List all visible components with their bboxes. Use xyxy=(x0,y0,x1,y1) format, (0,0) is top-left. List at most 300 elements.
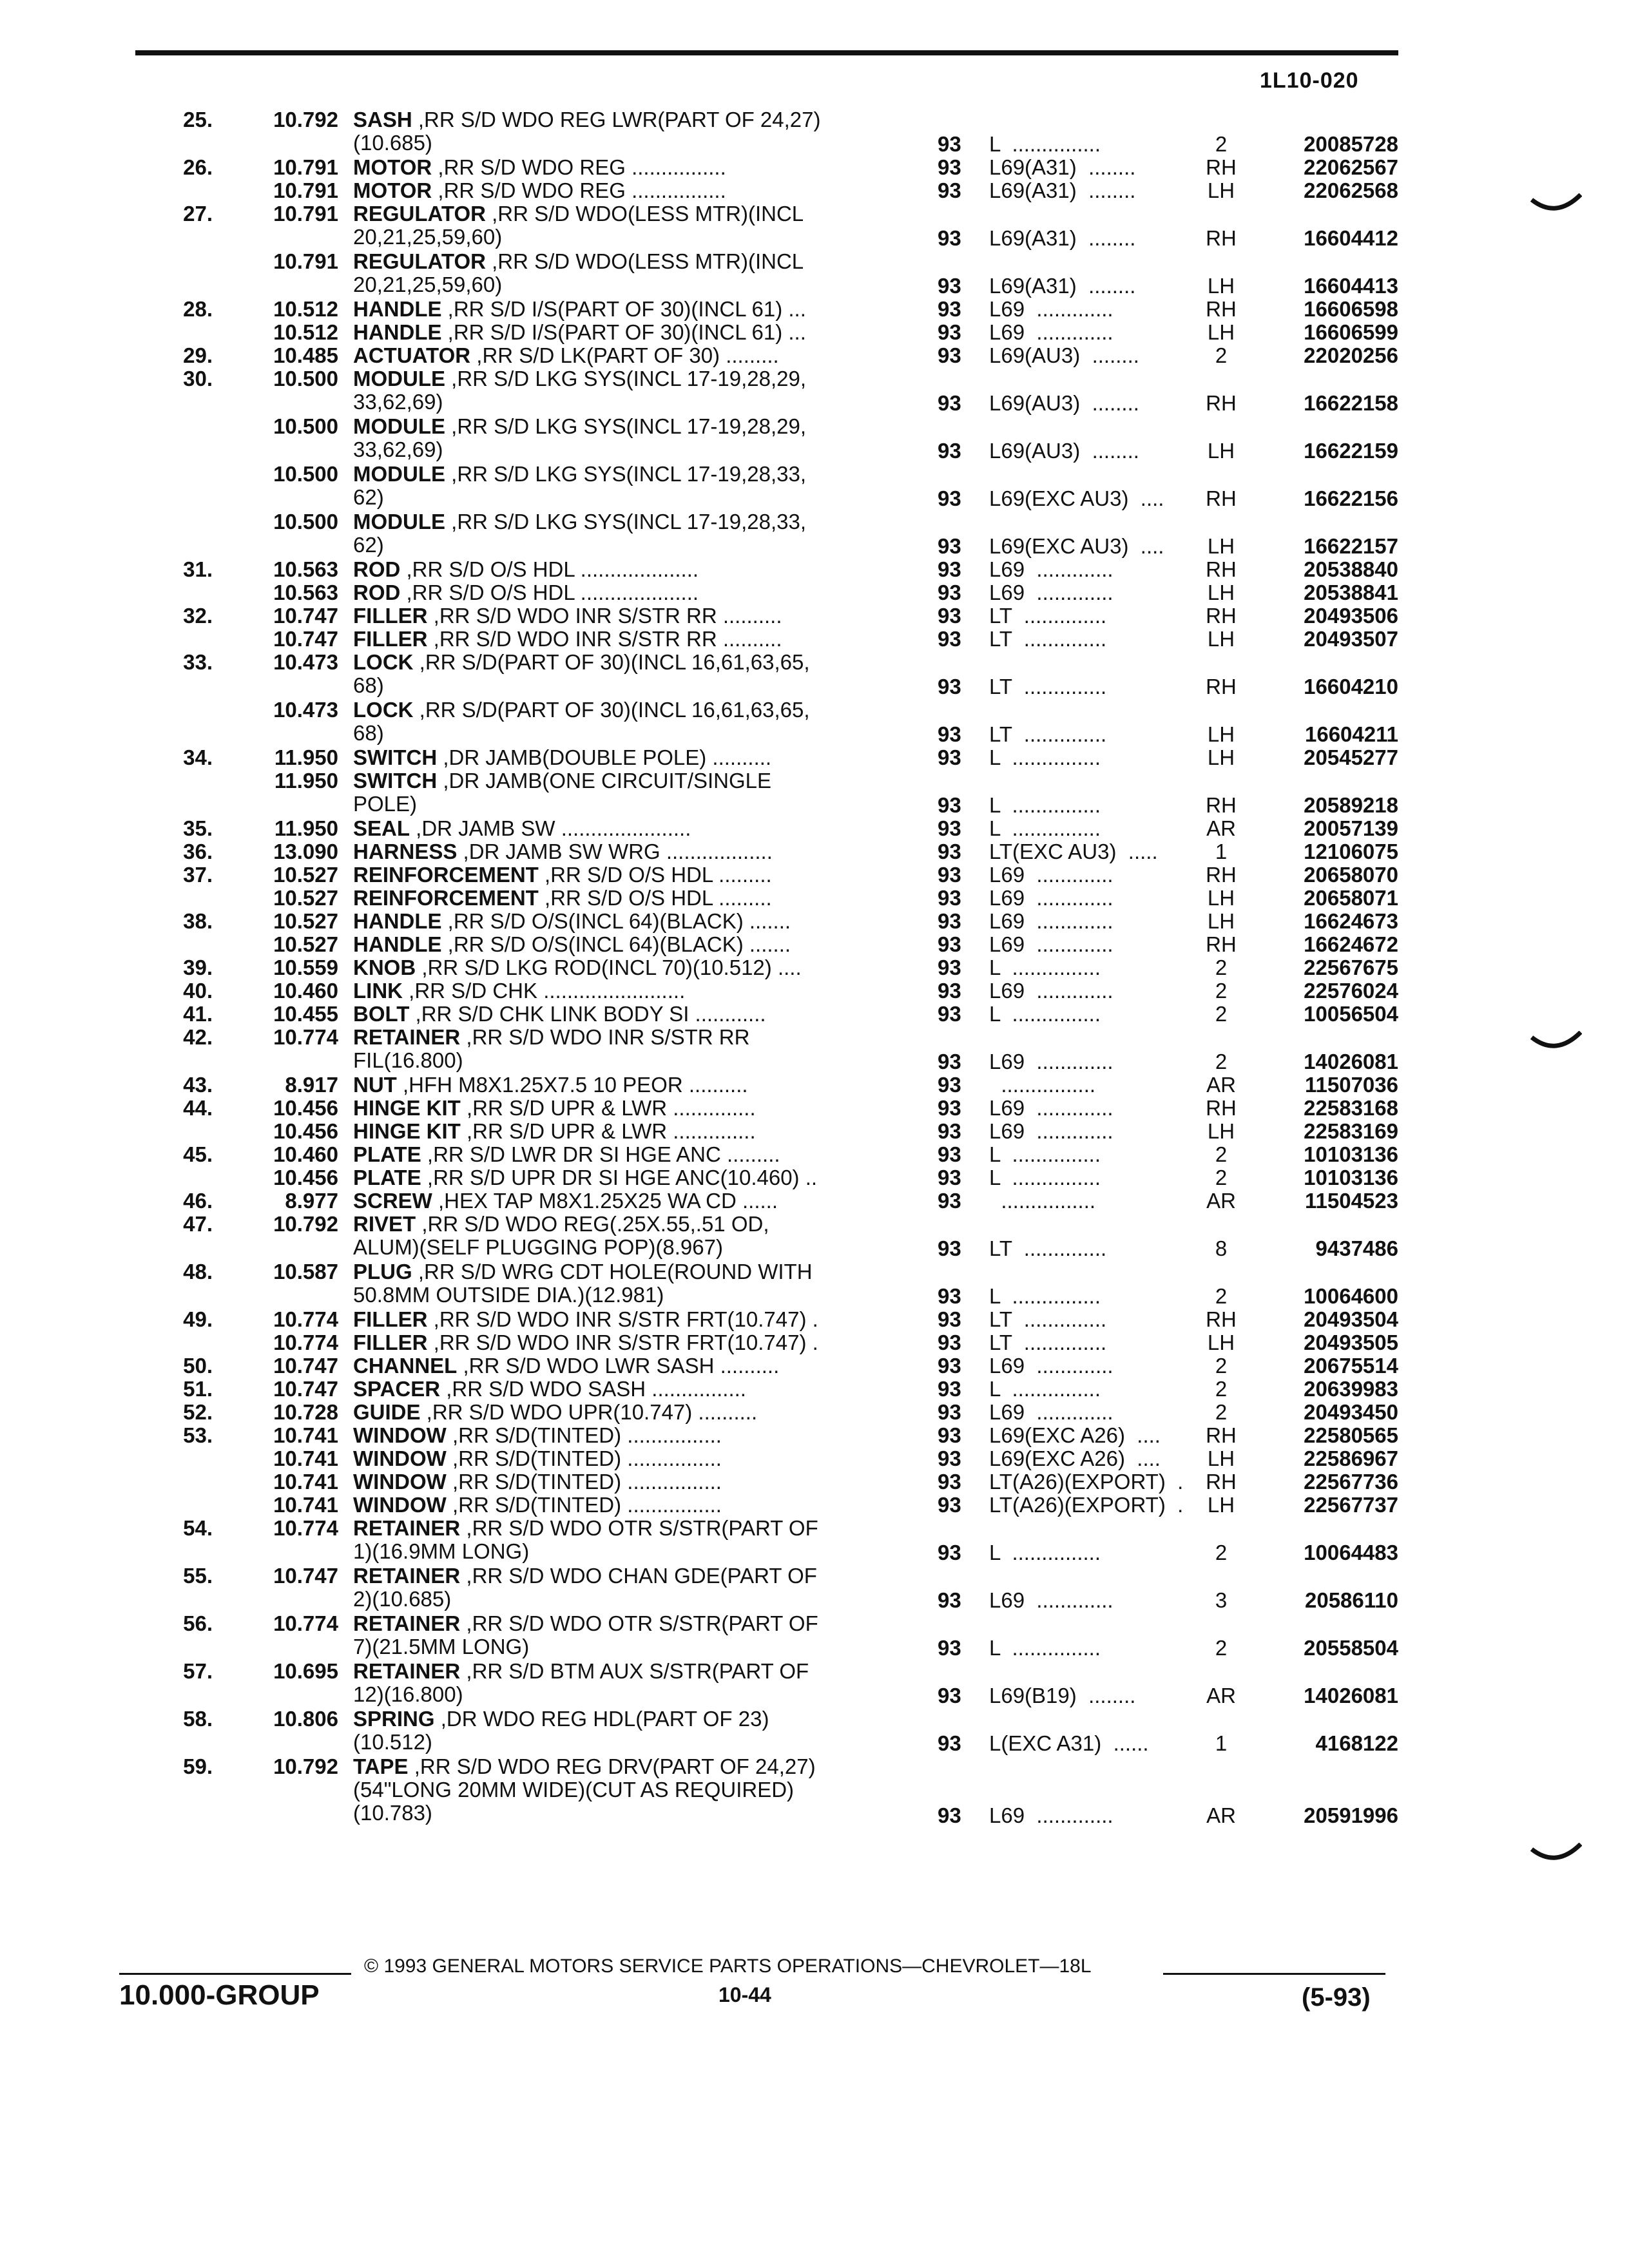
group-number: 10.563 xyxy=(273,581,338,604)
part-name: HINGE KIT xyxy=(353,1119,461,1143)
table-row xyxy=(0,558,1629,581)
quantity: 2 xyxy=(1215,1541,1228,1564)
usage-option: LT .............. xyxy=(989,722,1107,746)
group-number: 10.527 xyxy=(273,909,338,933)
model-year: 93 xyxy=(938,1142,961,1166)
usage-option: L69 ............. xyxy=(989,1400,1113,1424)
table-row xyxy=(0,415,1629,463)
group-label: 10.000-GROUP xyxy=(119,1979,320,2011)
quantity: RH xyxy=(1206,1307,1237,1331)
part-description xyxy=(353,1354,907,1378)
table-row xyxy=(0,1447,1629,1470)
table-row xyxy=(0,979,1629,1003)
table-row xyxy=(0,1470,1629,1494)
part-description xyxy=(353,463,907,509)
model-year: 93 xyxy=(938,297,961,321)
table-row xyxy=(0,1401,1629,1424)
part-name: PLUG xyxy=(353,1260,412,1283)
part-name: MODULE xyxy=(353,510,445,533)
quantity: RH xyxy=(1206,863,1237,887)
quantity: LH xyxy=(1207,722,1235,746)
table-row xyxy=(0,108,1629,156)
usage-option: L69 ............. xyxy=(989,909,1113,933)
table-row xyxy=(0,1189,1629,1213)
table-row xyxy=(0,344,1629,367)
item-number: 47. xyxy=(183,1212,213,1236)
part-name: BOLT xyxy=(353,1002,410,1026)
item-number: 28. xyxy=(183,297,213,321)
model-year: 93 xyxy=(938,816,961,840)
item-number: 33. xyxy=(183,650,213,674)
part-number: 20675514 xyxy=(1304,1354,1398,1378)
table-row xyxy=(0,156,1629,179)
part-number: 11504523 xyxy=(1304,1189,1398,1213)
part-description-detail: ,DR JAMB(ONE CIRCUIT/SINGLE POLE) xyxy=(353,769,772,816)
usage-option: L69 ............. xyxy=(989,320,1113,344)
part-name: GUIDE xyxy=(353,1400,421,1424)
part-name: HANDLE xyxy=(353,297,442,321)
part-description xyxy=(353,1120,907,1143)
table-row xyxy=(0,1120,1629,1143)
model-year: 93 xyxy=(938,1331,961,1354)
item-number: 49. xyxy=(183,1307,213,1331)
part-description xyxy=(353,746,907,769)
usage-option: ................ xyxy=(989,1189,1096,1213)
part-description xyxy=(353,1424,907,1447)
part-number: 22586967 xyxy=(1304,1446,1398,1470)
part-name: LINK xyxy=(353,979,403,1003)
table-row xyxy=(0,1073,1629,1097)
item-number: 44. xyxy=(183,1096,213,1120)
part-name: REINFORCEMENT xyxy=(353,886,539,910)
group-number: 10.792 xyxy=(273,108,338,131)
part-number: 10056504 xyxy=(1304,1002,1398,1026)
part-number: 20538841 xyxy=(1304,581,1398,604)
part-number: 16606599 xyxy=(1304,320,1398,344)
group-number: 10.563 xyxy=(273,557,338,581)
part-description xyxy=(353,1401,907,1424)
part-description xyxy=(353,367,907,414)
group-number: 10.774 xyxy=(273,1611,338,1635)
part-number: 20085728 xyxy=(1304,132,1398,156)
model-year: 93 xyxy=(938,886,961,910)
quantity: 2 xyxy=(1215,956,1228,979)
part-name: WINDOW xyxy=(353,1446,447,1470)
part-name: SWITCH xyxy=(353,745,438,769)
part-description xyxy=(353,1143,907,1166)
table-row xyxy=(0,1517,1629,1564)
usage-option: L69(B19) ........ xyxy=(989,1684,1136,1707)
group-number: 10.695 xyxy=(273,1659,338,1683)
quantity: 2 xyxy=(1215,1002,1228,1026)
part-number: 14026081 xyxy=(1304,1684,1398,1707)
part-name: CHANNEL xyxy=(353,1354,458,1378)
part-description-detail: ,DR JAMB(DOUBLE POLE) .......... xyxy=(437,745,772,769)
model-year: 93 xyxy=(938,1354,961,1378)
part-description-detail: ,RR S/D LKG ROD(INCL 70)(10.512) .... xyxy=(416,956,802,979)
table-row xyxy=(0,817,1629,840)
part-description-detail: ,RR S/D WDO INR S/STR RR .......... xyxy=(427,627,782,651)
usage-option: L69(EXC A26) .... xyxy=(989,1446,1161,1470)
model-year: 93 xyxy=(938,439,961,463)
item-number: 55. xyxy=(183,1564,213,1588)
group-number: 10.747 xyxy=(273,1377,338,1401)
usage-option: LT .............. xyxy=(989,627,1107,651)
group-number: 10.774 xyxy=(273,1307,338,1331)
part-description xyxy=(353,887,907,910)
part-description xyxy=(353,933,907,956)
table-row xyxy=(0,769,1629,817)
part-description-detail: ,RR S/D UPR & LWR .............. xyxy=(460,1119,756,1143)
part-name: HINGE KIT xyxy=(353,1096,461,1120)
table-row xyxy=(0,746,1629,769)
part-number: 22580565 xyxy=(1304,1423,1398,1447)
part-name: RETAINER xyxy=(353,1611,461,1635)
group-number: 10.485 xyxy=(273,343,338,367)
quantity: RH xyxy=(1206,1423,1237,1447)
quantity: 1 xyxy=(1215,840,1228,863)
item-number: 39. xyxy=(183,956,213,979)
usage-option: L69 ............. xyxy=(989,1588,1113,1612)
quantity: LH xyxy=(1207,320,1235,344)
part-number: 10103136 xyxy=(1304,1142,1398,1166)
item-number: 31. xyxy=(183,557,213,581)
part-description xyxy=(353,910,907,933)
group-number: 10.774 xyxy=(273,1331,338,1354)
model-year: 93 xyxy=(938,557,961,581)
quantity: AR xyxy=(1206,816,1236,840)
group-number: 10.500 xyxy=(273,414,338,438)
part-description xyxy=(353,558,907,581)
usage-option: L ............... xyxy=(989,1142,1101,1166)
usage-option: L ............... xyxy=(989,793,1101,817)
part-description-detail: ,RR S/D O/S HDL .................... xyxy=(400,557,699,581)
usage-option: L ............... xyxy=(989,1002,1101,1026)
part-description xyxy=(353,1003,907,1026)
part-description xyxy=(353,1707,907,1754)
part-description-detail: ,RR S/D WRG CDT HOLE(ROUND WITH 50.8MM OUTSIDE DIA.)(12.981) xyxy=(353,1260,813,1307)
model-year: 93 xyxy=(938,1307,961,1331)
part-number: 9437486 xyxy=(1315,1236,1398,1260)
part-description xyxy=(353,817,907,840)
part-description xyxy=(353,1189,907,1213)
model-year: 93 xyxy=(938,1446,961,1470)
part-number: 16604412 xyxy=(1304,226,1398,250)
usage-option: LT(A26)(EXPORT) . xyxy=(989,1493,1184,1517)
table-row xyxy=(0,1143,1629,1166)
part-description-detail: ,RR S/D(TINTED) ................ xyxy=(446,1423,722,1447)
group-number: 10.559 xyxy=(273,956,338,979)
item-number: 48. xyxy=(183,1260,213,1283)
part-description xyxy=(353,250,907,296)
binder-hole-mark-icon xyxy=(1530,193,1582,219)
model-year: 93 xyxy=(938,155,961,179)
model-year: 93 xyxy=(938,627,961,651)
part-description-detail: ,RR S/D WDO REG(.25X.55,.51 OD, ALUM)(SELF PLUGGING POP)(8.967) xyxy=(353,1212,769,1259)
quantity: LH xyxy=(1207,627,1235,651)
part-description xyxy=(353,1517,907,1563)
part-name: HANDLE xyxy=(353,932,442,956)
group-number: 11.950 xyxy=(274,769,338,793)
group-number: 10.791 xyxy=(273,202,338,226)
part-name: RETAINER xyxy=(353,1564,461,1588)
model-year: 93 xyxy=(938,1284,961,1308)
part-description-detail: ,RR S/D WDO CHAN GDE(PART OF 2)(10.685) xyxy=(353,1564,817,1611)
part-description xyxy=(353,1026,907,1072)
table-row xyxy=(0,698,1629,746)
part-name: MODULE xyxy=(353,414,445,438)
model-year: 93 xyxy=(938,226,961,250)
part-name: RETAINER xyxy=(353,1516,461,1540)
group-number: 10.456 xyxy=(273,1119,338,1143)
usage-option: L69 ............. xyxy=(989,581,1113,604)
part-description-detail: ,RR S/D WDO(LESS MTR)(INCL 20,21,25,59,60) xyxy=(353,249,804,296)
model-year: 93 xyxy=(938,320,961,344)
part-description xyxy=(353,1564,907,1611)
part-description-detail: ,RR S/D O/S HDL ......... xyxy=(538,863,772,887)
part-name: MODULE xyxy=(353,367,445,390)
part-description xyxy=(353,840,907,863)
usage-option: L ............... xyxy=(989,956,1101,979)
group-number: 10.527 xyxy=(273,863,338,887)
usage-option: L69(AU3) ........ xyxy=(989,343,1139,367)
part-description-detail: ,RR S/D LKG SYS(INCL 17-19,28,33, 62) xyxy=(353,510,807,557)
usage-option: L ............... xyxy=(989,1541,1101,1564)
usage-option: L ............... xyxy=(989,1166,1101,1189)
table-row xyxy=(0,1331,1629,1354)
page-code: 1L10-020 xyxy=(1260,68,1359,93)
group-number: 10.791 xyxy=(273,249,338,273)
model-year: 93 xyxy=(938,1731,961,1755)
group-number: 10.473 xyxy=(273,698,338,722)
quantity: 2 xyxy=(1215,1050,1228,1073)
part-description-detail: ,RR S/D WDO INR S/STR FRT(10.747) . xyxy=(427,1307,818,1331)
item-number: 29. xyxy=(183,343,213,367)
part-number: 16604210 xyxy=(1304,675,1398,698)
item-number: 54. xyxy=(183,1516,213,1540)
usage-option: L69(AU3) ........ xyxy=(989,439,1139,463)
part-description xyxy=(353,1660,907,1706)
group-number: 10.774 xyxy=(273,1025,338,1049)
quantity: RH xyxy=(1206,391,1237,415)
part-description xyxy=(353,1470,907,1494)
quantity: 1 xyxy=(1215,1731,1228,1755)
part-description-detail: ,DR JAMB SW ...................... xyxy=(410,816,691,840)
quantity: RH xyxy=(1206,675,1237,698)
part-name: WINDOW xyxy=(353,1493,447,1517)
part-description-detail: ,DR JAMB SW WRG .................. xyxy=(457,840,773,863)
usage-option: L69 ............. xyxy=(989,1096,1113,1120)
item-number: 45. xyxy=(183,1142,213,1166)
quantity: 2 xyxy=(1215,1284,1228,1308)
part-name: RETAINER xyxy=(353,1025,461,1049)
table-row xyxy=(0,1166,1629,1189)
model-year: 93 xyxy=(938,391,961,415)
table-row xyxy=(0,1494,1629,1517)
part-name: RIVET xyxy=(353,1212,416,1236)
group-number: 10.527 xyxy=(273,932,338,956)
part-description-detail: ,RR S/D UPR DR SI HGE ANC(10.460) .. xyxy=(421,1166,818,1189)
group-number: 10.500 xyxy=(273,367,338,390)
quantity: LH xyxy=(1207,581,1235,604)
item-number: 25. xyxy=(183,108,213,131)
usage-option: L ............... xyxy=(989,816,1101,840)
part-description-detail: ,RR S/D WDO LWR SASH .......... xyxy=(457,1354,780,1378)
part-description xyxy=(353,179,907,202)
part-description-detail: ,RR S/D(TINTED) ................ xyxy=(446,1470,722,1494)
table-row xyxy=(0,1707,1629,1755)
item-number: 36. xyxy=(183,840,213,863)
part-name: SPACER xyxy=(353,1377,441,1401)
quantity: RH xyxy=(1206,1096,1237,1120)
model-year: 93 xyxy=(938,274,961,298)
part-number: 20057139 xyxy=(1304,816,1398,840)
quantity: RH xyxy=(1206,297,1237,321)
model-year: 93 xyxy=(938,1189,961,1213)
table-row xyxy=(0,1660,1629,1707)
usage-option: L69 ............. xyxy=(989,863,1113,887)
usage-option: LT(EXC AU3) ..... xyxy=(989,840,1158,863)
copyright-text: © 1993 GENERAL MOTORS SERVICE PARTS OPERATIONS—CHEVROLET—18L xyxy=(364,1956,1092,1977)
part-number: 20545277 xyxy=(1304,745,1398,769)
part-name: SPRING xyxy=(353,1707,435,1731)
part-number: 20538840 xyxy=(1304,557,1398,581)
group-number: 11.950 xyxy=(274,745,338,769)
usage-option: L69 ............. xyxy=(989,932,1113,956)
group-number: 10.747 xyxy=(273,1354,338,1378)
part-number: 22583168 xyxy=(1304,1096,1398,1120)
model-year: 93 xyxy=(938,1166,961,1189)
table-row xyxy=(0,1308,1629,1331)
part-name: MOTOR xyxy=(353,155,432,179)
item-number: 30. xyxy=(183,367,213,390)
group-number: 10.741 xyxy=(273,1493,338,1517)
part-description-detail: ,RR S/D CHK LINK BODY SI ............ xyxy=(409,1002,766,1026)
part-number: 14026081 xyxy=(1304,1050,1398,1073)
part-description-detail: ,DR WDO REG HDL(PART OF 23) (10.512) xyxy=(353,1707,769,1754)
usage-option: L69 ............. xyxy=(989,1050,1113,1073)
table-row xyxy=(0,463,1629,510)
group-number: 10.728 xyxy=(273,1400,338,1424)
quantity: AR xyxy=(1206,1073,1236,1097)
usage-option: LT .............. xyxy=(989,1236,1107,1260)
quantity: LH xyxy=(1207,534,1235,558)
group-number: 10.527 xyxy=(273,886,338,910)
part-description-detail: ,RR S/D O/S HDL .................... xyxy=(400,581,699,604)
part-name: LOCK xyxy=(353,650,414,674)
part-description-detail: ,RR S/D WDO REG DRV(PART OF 24,27) (54"LONG 20MM WIDE)(CUT AS REQUIRED) (10.783) xyxy=(353,1754,816,1825)
part-name: REGULATOR xyxy=(353,249,486,273)
model-year: 93 xyxy=(938,1493,961,1517)
group-number: 13.090 xyxy=(273,840,338,863)
part-description xyxy=(353,651,907,697)
quantity: LH xyxy=(1207,886,1235,910)
group-number: 10.512 xyxy=(273,320,338,344)
quantity: LH xyxy=(1207,745,1235,769)
part-name: SEAL xyxy=(353,816,410,840)
part-name: WINDOW xyxy=(353,1423,447,1447)
item-number: 43. xyxy=(183,1073,213,1097)
quantity: AR xyxy=(1206,1684,1236,1707)
part-number: 22062568 xyxy=(1304,178,1398,202)
part-description-detail: ,HFH M8X1.25X7.5 10 PEOR .......... xyxy=(396,1073,748,1097)
group-number: 10.512 xyxy=(273,297,338,321)
usage-option: LT .............. xyxy=(989,1331,1107,1354)
usage-option: L69 ............. xyxy=(989,1803,1113,1827)
model-year: 93 xyxy=(938,1541,961,1564)
part-description-detail: ,RR S/D I/S(PART OF 30)(INCL 61) ... xyxy=(441,320,806,344)
footer-rule-left xyxy=(119,1973,351,1975)
usage-option: L(EXC A31) ...... xyxy=(989,1731,1149,1755)
quantity: 2 xyxy=(1215,1354,1228,1378)
part-number: 20586110 xyxy=(1304,1588,1398,1612)
model-year: 93 xyxy=(938,1588,961,1612)
group-number: 10.741 xyxy=(273,1423,338,1447)
usage-option: ................ xyxy=(989,1073,1096,1097)
item-number: 27. xyxy=(183,202,213,226)
usage-option: L69 ............. xyxy=(989,1354,1113,1378)
part-description-detail: ,RR S/D UPR & LWR .............. xyxy=(460,1096,756,1120)
table-row xyxy=(0,956,1629,979)
quantity: LH xyxy=(1207,274,1235,298)
usage-option: L69 ............. xyxy=(989,886,1113,910)
group-number: 10.747 xyxy=(273,627,338,651)
part-name: PLATE xyxy=(353,1166,421,1189)
part-description-detail: ,RR S/D LWR DR SI HGE ANC ......... xyxy=(421,1142,780,1166)
model-year: 93 xyxy=(938,1803,961,1827)
part-description-detail: ,RR S/D WDO OTR S/STR(PART OF 1)(16.9MM LONG) xyxy=(353,1516,818,1563)
page-number: 10-44 xyxy=(718,1983,771,2006)
table-row xyxy=(0,628,1629,651)
quantity: LH xyxy=(1207,1119,1235,1143)
part-description-detail: ,RR S/D LKG SYS(INCL 17-19,28,29, 33,62,69) xyxy=(353,414,807,461)
part-number: 16622158 xyxy=(1304,391,1398,415)
table-row xyxy=(0,933,1629,956)
part-description-detail: ,RR S/D LK(PART OF 30) ......... xyxy=(470,343,779,367)
part-description xyxy=(353,1612,907,1658)
group-number: 8.917 xyxy=(285,1073,338,1097)
part-description xyxy=(353,321,907,344)
part-description-detail: ,RR S/D WDO REG LWR(PART OF 24,27) (10.685) xyxy=(353,108,821,155)
model-year: 93 xyxy=(938,343,961,367)
usage-option: L ............... xyxy=(989,1377,1101,1401)
part-description-detail: ,RR S/D O/S(INCL 64)(BLACK) ....... xyxy=(441,909,791,933)
quantity: 2 xyxy=(1215,1166,1228,1189)
part-number: 22020256 xyxy=(1304,343,1398,367)
part-number: 16622157 xyxy=(1304,534,1398,558)
group-number: 10.460 xyxy=(273,979,338,1003)
group-number: 11.950 xyxy=(274,816,338,840)
quantity: AR xyxy=(1206,1803,1236,1827)
item-number: 26. xyxy=(183,155,213,179)
part-description xyxy=(353,628,907,651)
usage-option: LT .............. xyxy=(989,675,1107,698)
item-number: 41. xyxy=(183,1002,213,1026)
usage-option: L69(EXC AU3) .... xyxy=(989,534,1164,558)
part-description-detail: ,RR S/D LKG SYS(INCL 17-19,28,33, 62) xyxy=(353,462,807,509)
group-number: 10.473 xyxy=(273,650,338,674)
usage-option: L ............... xyxy=(989,1636,1101,1660)
parts-table xyxy=(0,108,1629,1827)
group-number: 10.791 xyxy=(273,178,338,202)
model-year: 93 xyxy=(938,909,961,933)
item-number: 57. xyxy=(183,1659,213,1683)
footer-rule-right xyxy=(1163,1973,1385,1975)
usage-option: LT .............. xyxy=(989,604,1107,628)
part-description-detail: ,RR S/D LKG SYS(INCL 17-19,28,29, 33,62,69) xyxy=(353,367,807,414)
part-description-detail: ,RR S/D O/S(INCL 64)(BLACK) ....... xyxy=(441,932,791,956)
part-number: 12106075 xyxy=(1304,840,1398,863)
